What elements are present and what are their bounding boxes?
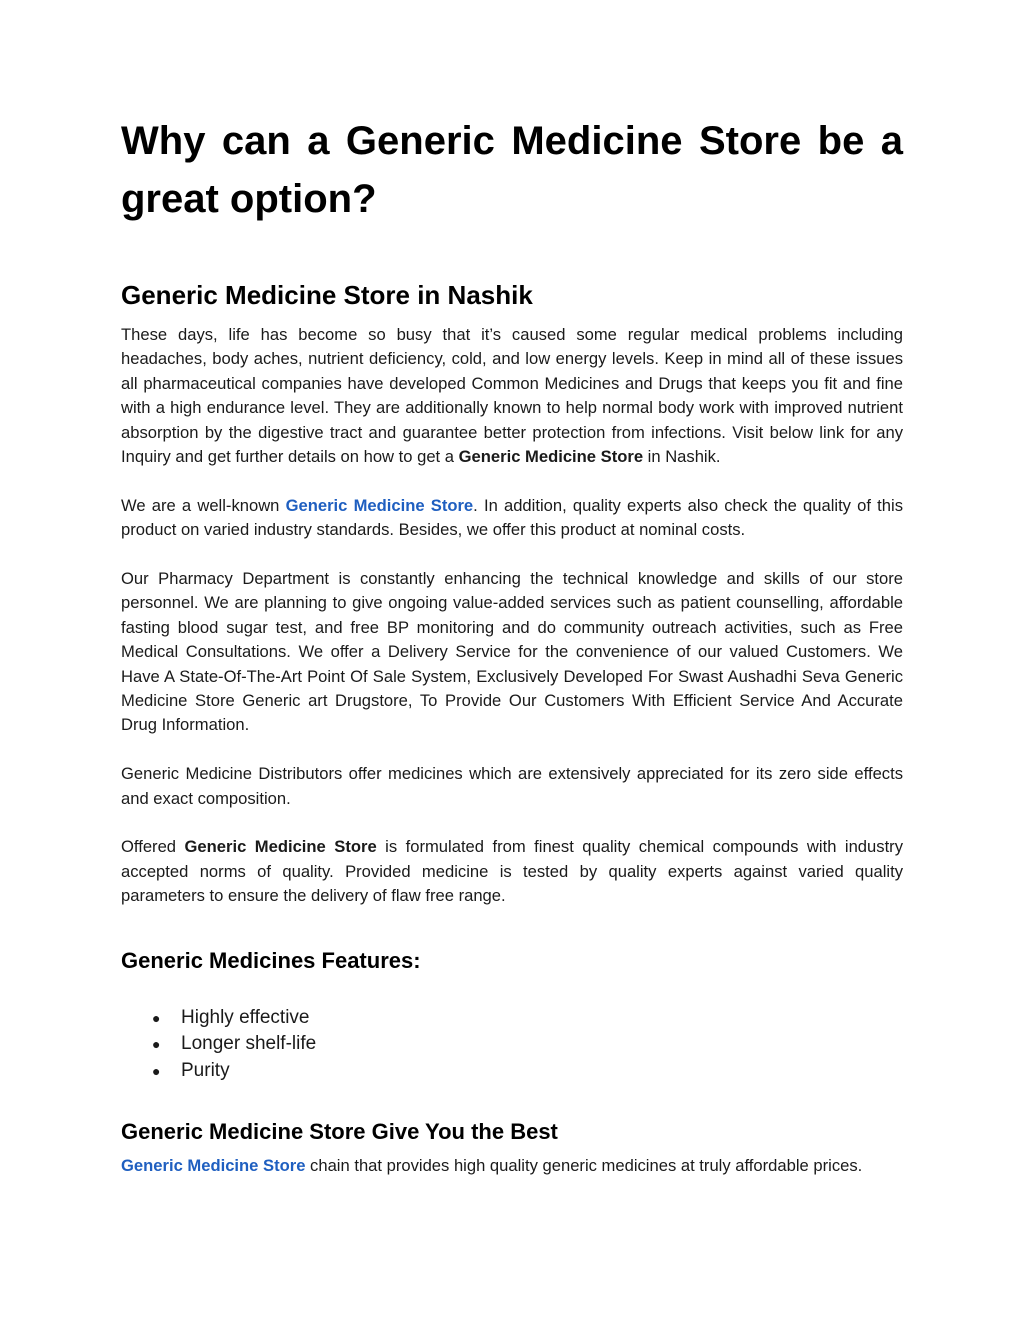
bullet-icon: ● [152, 1009, 161, 1026]
feature-label: Highly effective [181, 1006, 310, 1028]
best-paragraph [121, 1154, 903, 1178]
bullet-icon: ● [152, 1062, 161, 1079]
bullet-icon: ● [152, 1036, 161, 1053]
offered-lead: Offered [121, 837, 185, 857]
best-tail: chain that provides high quality generic medicines at truly affordable prices. [305, 1156, 863, 1176]
distributors-paragraph: Generic Medicine Distributors offer medicines which are extensively appreciated for its zero side effects and exact composition. [121, 764, 903, 808]
store-chain-link[interactable]: Generic Medicine Store [121, 1156, 306, 1176]
offered-paragraph [121, 835, 903, 908]
list-item [121, 1031, 903, 1058]
features-list [121, 1005, 903, 1085]
pharmacy-department-paragraph: Our Pharmacy Department is constantly enhancing the technical knowledge and skills of our store personnel. We are planning to give ongoing value-added services such as patient counselling, affordable fasting blood sugar test, and free BP monitoring and do community outreach activities, such as Free Medical Consultations. We offer a Delivery Service for the convenience of our valued Customers. We Have A State-Of-The-Art Point Of Sale System, Exclusively Developed For Swast Aushadhi Seva Generic Medicine Store Generic art Drugstore, To Provide Our Customers With Efficient Service And Accurate Drug Information. [121, 569, 903, 735]
best-heading: Generic Medicine Store Give You the Best [121, 1119, 558, 1145]
features-heading: Generic Medicines Features: [121, 947, 421, 973]
intro-text: These days, life has become so busy that it’s caused some regular medical problems including headaches, body aches, nutrient deficiency, cold, and low energy levels. Keep in mind all of these issues all pharmaceutical companies have developed Common Medicines and Drugs that keeps you fit and fine with a high endurance level. They are additionally known to help normal body work with improved nutrient absorption by the digestive tract and guarantee better protection from infections. Visit below link for any Inquiry and get further details on how to get a [121, 325, 903, 467]
intro-paragraph [121, 323, 903, 469]
generic-medicine-store-link[interactable]: Generic Medicine Store [285, 495, 474, 515]
well-known-paragraph [121, 494, 903, 543]
intro-bold-store: Generic Medicine Store [458, 447, 644, 467]
section-title-nashik: Generic Medicine Store in Nashik [121, 280, 533, 310]
list-item [121, 1058, 903, 1085]
intro-tail: in Nashik. [643, 447, 721, 467]
offered-bold-store: Generic Medicine Store [184, 837, 377, 857]
well-known-lead: We are a well-known [121, 495, 286, 515]
list-item [121, 1005, 903, 1032]
offered-tail: is formulated from finest quality chemical compounds with industry accepted norms of quality. Provided medicine is tested by quality experts against varied quality parameters to ensure the delivery of flaw free range. [121, 837, 903, 906]
page-title: Why can a Generic Medicine Store be a great option? [121, 119, 903, 221]
document-page [121, 112, 903, 1179]
feature-label: Longer shelf-life [181, 1033, 317, 1055]
feature-label: Purity [181, 1059, 230, 1081]
well-known-tail: . In addition, quality experts also check the quality of this product on varied industry standards. Besides, we offer this product at nominal costs. [121, 495, 904, 540]
